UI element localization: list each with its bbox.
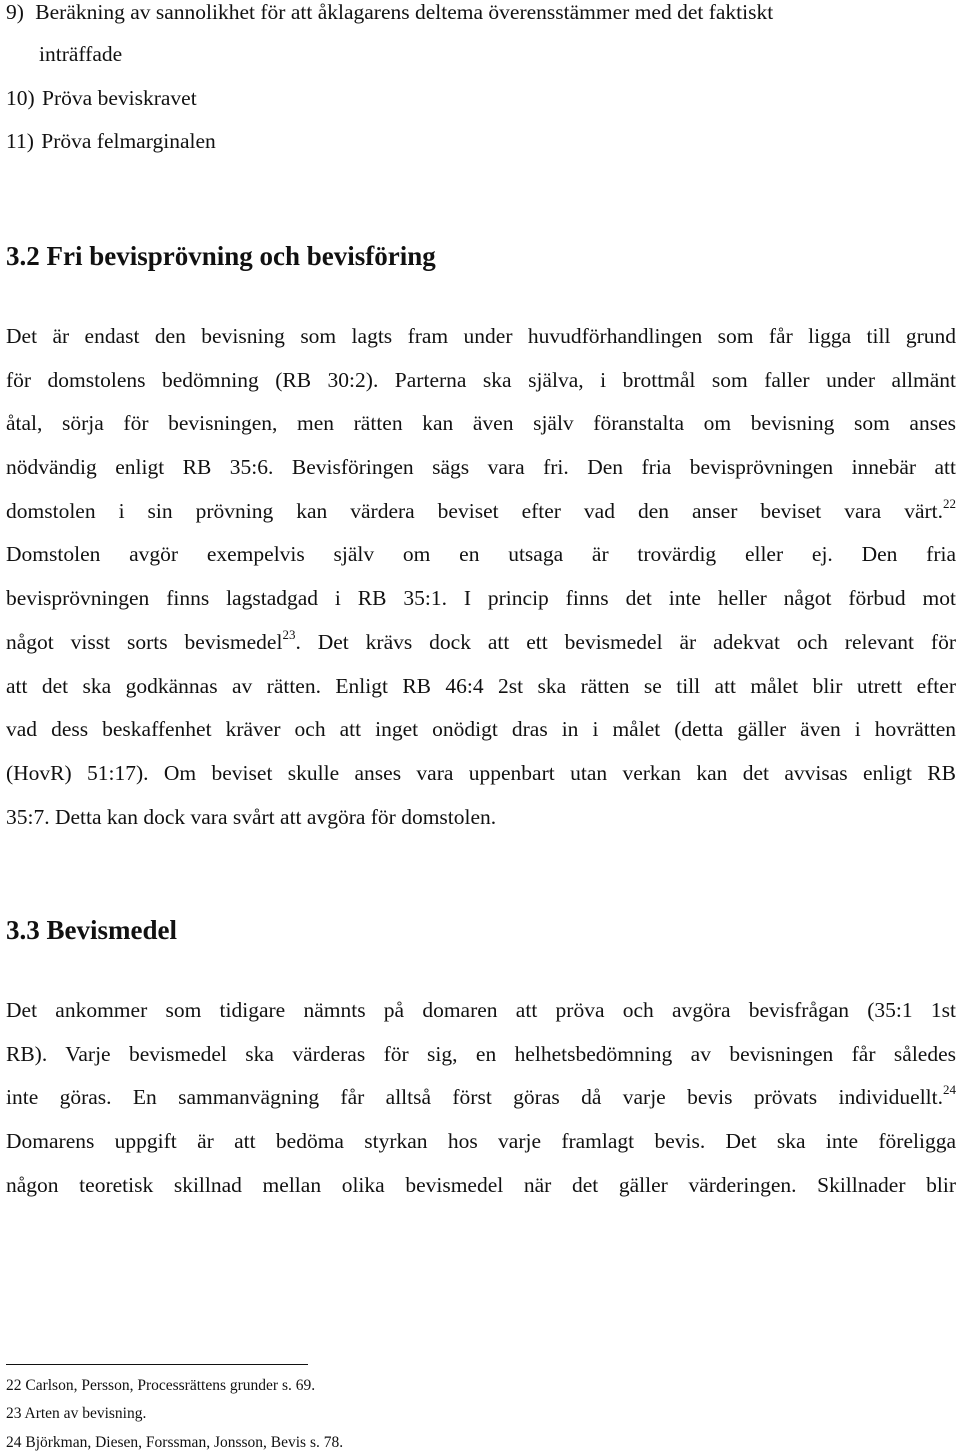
list-text: Pröva beviskravet (42, 86, 197, 110)
text-line: åtal, sörja för bevisningen, men rätten kan även själv föranstalta om bevisning som anses (6, 411, 956, 436)
list-item-continuation: inträffade (39, 42, 123, 66)
text-line: Domarens uppgift är att bedöma styrkan hos varje framlagt bevis. Det ska inte föreligga (6, 1129, 956, 1154)
text-line: för domstolens bedömning (RB 30:2). Parterna ska själva, i brottmål som faller under allmänt (6, 367, 956, 392)
footnote-ref: 22 (943, 495, 956, 511)
text-line: (HovR) 51:17). Om beviset skulle anses vara uppenbart utan verkan kan det avvisas enligt RB (6, 760, 956, 785)
footnote: 24 Björkman, Diesen, Forssman, Jonsson, Bevis s. 78. (6, 1434, 344, 1451)
list-text: Pröva felmarginalen (41, 129, 216, 153)
footnote-ref: 24 (943, 1082, 956, 1098)
section-heading: 3.3 Bevismedel (6, 915, 177, 945)
text-line: någon teoretisk skillnad mellan olika bevismedel när det gäller värderingen. Skillnader blir (6, 1172, 956, 1197)
list-number: 9) (6, 0, 24, 24)
text-segment: domstolen i sin prövning kan värdera beviset efter vad den anser beviset vara värt. (6, 498, 943, 523)
list-number: 10) (6, 86, 35, 110)
text-segment: något visst sorts bevismedel (6, 629, 283, 654)
text-line (6, 1076, 956, 1120)
list-item (6, 76, 197, 120)
text-line (6, 621, 956, 665)
text-line: Det ankommer som tidigare nämnts på domaren att pröva och avgöra bevisfrågan (35:1 1st (6, 998, 956, 1022)
text-line: att det ska godkännas av rätten. Enligt RB 46:4 2st ska rätten se till att målet blir utrett efter (6, 673, 956, 698)
text-line: Det är endast den bevisning som lagts fram under huvudförhandlingen som får ligga till grund (6, 324, 956, 348)
text-line: RB). Varje bevismedel ska värderas för sig, en helhetsbedömning av bevisningen får således (6, 1041, 956, 1066)
text-line: nödvändig enligt RB 35:6. Bevisföringen sägs vara fri. Den fria bevisprövningen innebär att (6, 455, 956, 480)
text-line (6, 490, 956, 534)
list-item (6, 119, 216, 163)
footnote-divider (6, 1364, 308, 1365)
footnote-ref: 23 (282, 626, 296, 642)
text-line: Domstolen avgör exempelvis själv om en utsaga är trovärdig eller ej. Den fria (6, 542, 956, 567)
footnote: 22 Carlson, Persson, Processrättens grunder s. 69. (6, 1377, 316, 1394)
text-segment: inte göras. En sammanvägning får alltså först göras då varje bevis prövats individuellt. (6, 1085, 943, 1110)
list-number: 11) (6, 129, 34, 153)
text-line: vad dess beskaffenhet kräver och att inget onödigt dras in i målet (detta gäller även i hovrätten (6, 717, 956, 742)
section-heading: 3.2 Fri bevisprövning och bevisföring (6, 241, 436, 271)
text-line: 35:7. Detta kan dock vara svårt att avgöra för domstolen. (6, 804, 497, 829)
text-segment: . Det krävs dock att ett bevismedel är adekvat och relevant för (295, 629, 956, 654)
text-line: bevisprövningen finns lagstadgad i RB 35:1. I princip finns det inte heller något förbud mot (6, 586, 956, 611)
list-text: Beräkning av sannolikhet för att åklagarens deltema överensstämmer med det faktiskt (35, 0, 774, 24)
list-item (6, 0, 773, 34)
paragraph (6, 315, 956, 839)
footnote: 23 Arten av bevisning. (6, 1405, 147, 1422)
paragraph (6, 989, 956, 1207)
